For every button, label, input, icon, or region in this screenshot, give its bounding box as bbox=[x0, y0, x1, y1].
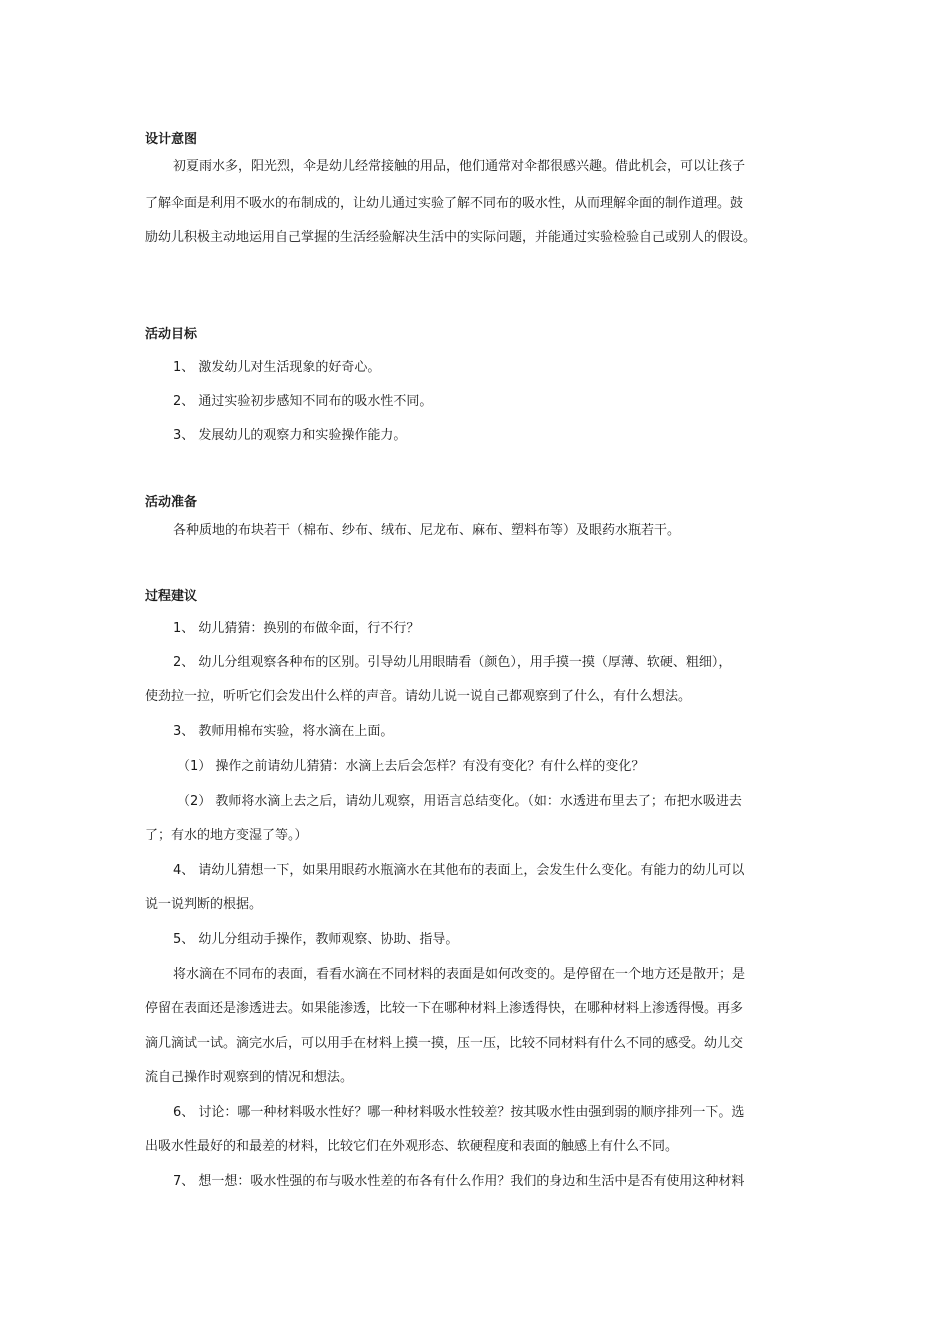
design-line: 初夏雨水多，阳光烈，伞是幼儿经常接触的用品，他们通常对伞都很感兴趣。借此机会，可以让孩子 bbox=[173, 159, 746, 174]
process-line: 将水滴在不同布的表面，看看水滴在不同材料的表面是如何改变的。是停留在一个地方还是散开；是 bbox=[173, 967, 746, 982]
section-heading-design: 设计意图 bbox=[145, 132, 198, 147]
process-line: 使劲拉一拉，听听它们会发出什么样的声音。请幼儿说一说自己都观察到了什么，有什么想法。 bbox=[145, 689, 692, 704]
section-heading-goals: 活动目标 bbox=[145, 327, 198, 342]
goal-item: 3、 发展幼儿的观察力和实验操作能力。 bbox=[173, 428, 407, 443]
goal-item: 1、 激发幼儿对生活现象的好奇心。 bbox=[173, 360, 381, 375]
process-line: 说一说判断的根据。 bbox=[145, 897, 263, 912]
design-line: 了解伞面是利用不吸水的布制成的，让幼儿通过实验了解不同布的吸水性，从而理解伞面的制作道理。鼓 bbox=[145, 196, 744, 211]
goal-item: 2、 通过实验初步感知不同布的吸水性不同。 bbox=[173, 394, 433, 409]
process-line: 出吸水性最好的和最差的材料，比较它们在外观形态、软硬程度和表面的触感上有什么不同。 bbox=[145, 1139, 679, 1154]
process-line: 2、 幼儿分组观察各种布的区别。引导幼儿用眼睛看（颜色），用手摸一摸（厚薄、软硬、粗细）， bbox=[173, 655, 732, 670]
process-line: 流自己操作时观察到的情况和想法。 bbox=[145, 1070, 354, 1085]
process-line: 5、 幼儿分组动手操作，教师观察、协助、指导。 bbox=[173, 932, 459, 947]
section-heading-process: 过程建议 bbox=[145, 589, 198, 604]
design-line: 励幼儿积极主动地运用自己掌握的生活经验解决生活中的实际问题，并能通过实验检验自己或别人的假设。 bbox=[145, 230, 757, 245]
process-line: 3、 教师用棉布实验，将水滴在上面。 bbox=[173, 724, 394, 739]
section-heading-prep: 活动准备 bbox=[145, 495, 198, 510]
process-line: 4、 请幼儿猜想一下，如果用眼药水瓶滴水在其他布的表面上，会发生什么变化。有能力的幼儿可以 bbox=[173, 863, 745, 878]
process-line: 了；有水的地方变湿了等。） bbox=[145, 828, 308, 843]
prep-text: 各种质地的布块若干（棉布、纱布、绒布、尼龙布、麻布、塑料布等）及眼药水瓶若干。 bbox=[173, 523, 681, 538]
process-line: （2） 教师将水滴上去之后，请幼儿观察，用语言总结变化。（如：水透进布里去了；布把水吸进去 bbox=[177, 794, 742, 809]
process-line: 6、 讨论：哪一种材料吸水性好？哪一种材料吸水性较差？按其吸水性由强到弱的顺序排列一下。选 bbox=[173, 1105, 745, 1120]
process-line: （1） 操作之前请幼儿猜猜：水滴上去后会怎样？有没有变化？有什么样的变化？ bbox=[177, 759, 645, 774]
process-line: 滴几滴试一试。滴完水后，可以用手在材料上摸一摸，压一压，比较不同材料有什么不同的感受。幼儿交 bbox=[145, 1036, 744, 1051]
process-line: 停留在表面还是渗透进去。如果能渗透，比较一下在哪种材料上渗透得快，在哪种材料上渗透得慢。再多 bbox=[145, 1001, 744, 1016]
process-line: 7、 想一想：吸水性强的布与吸水性差的布各有什么作用？我们的身边和生活中是否有使用这种材料 bbox=[173, 1174, 745, 1189]
process-line: 1、 幼儿猜猜：换别的布做伞面，行不行？ bbox=[173, 621, 420, 636]
